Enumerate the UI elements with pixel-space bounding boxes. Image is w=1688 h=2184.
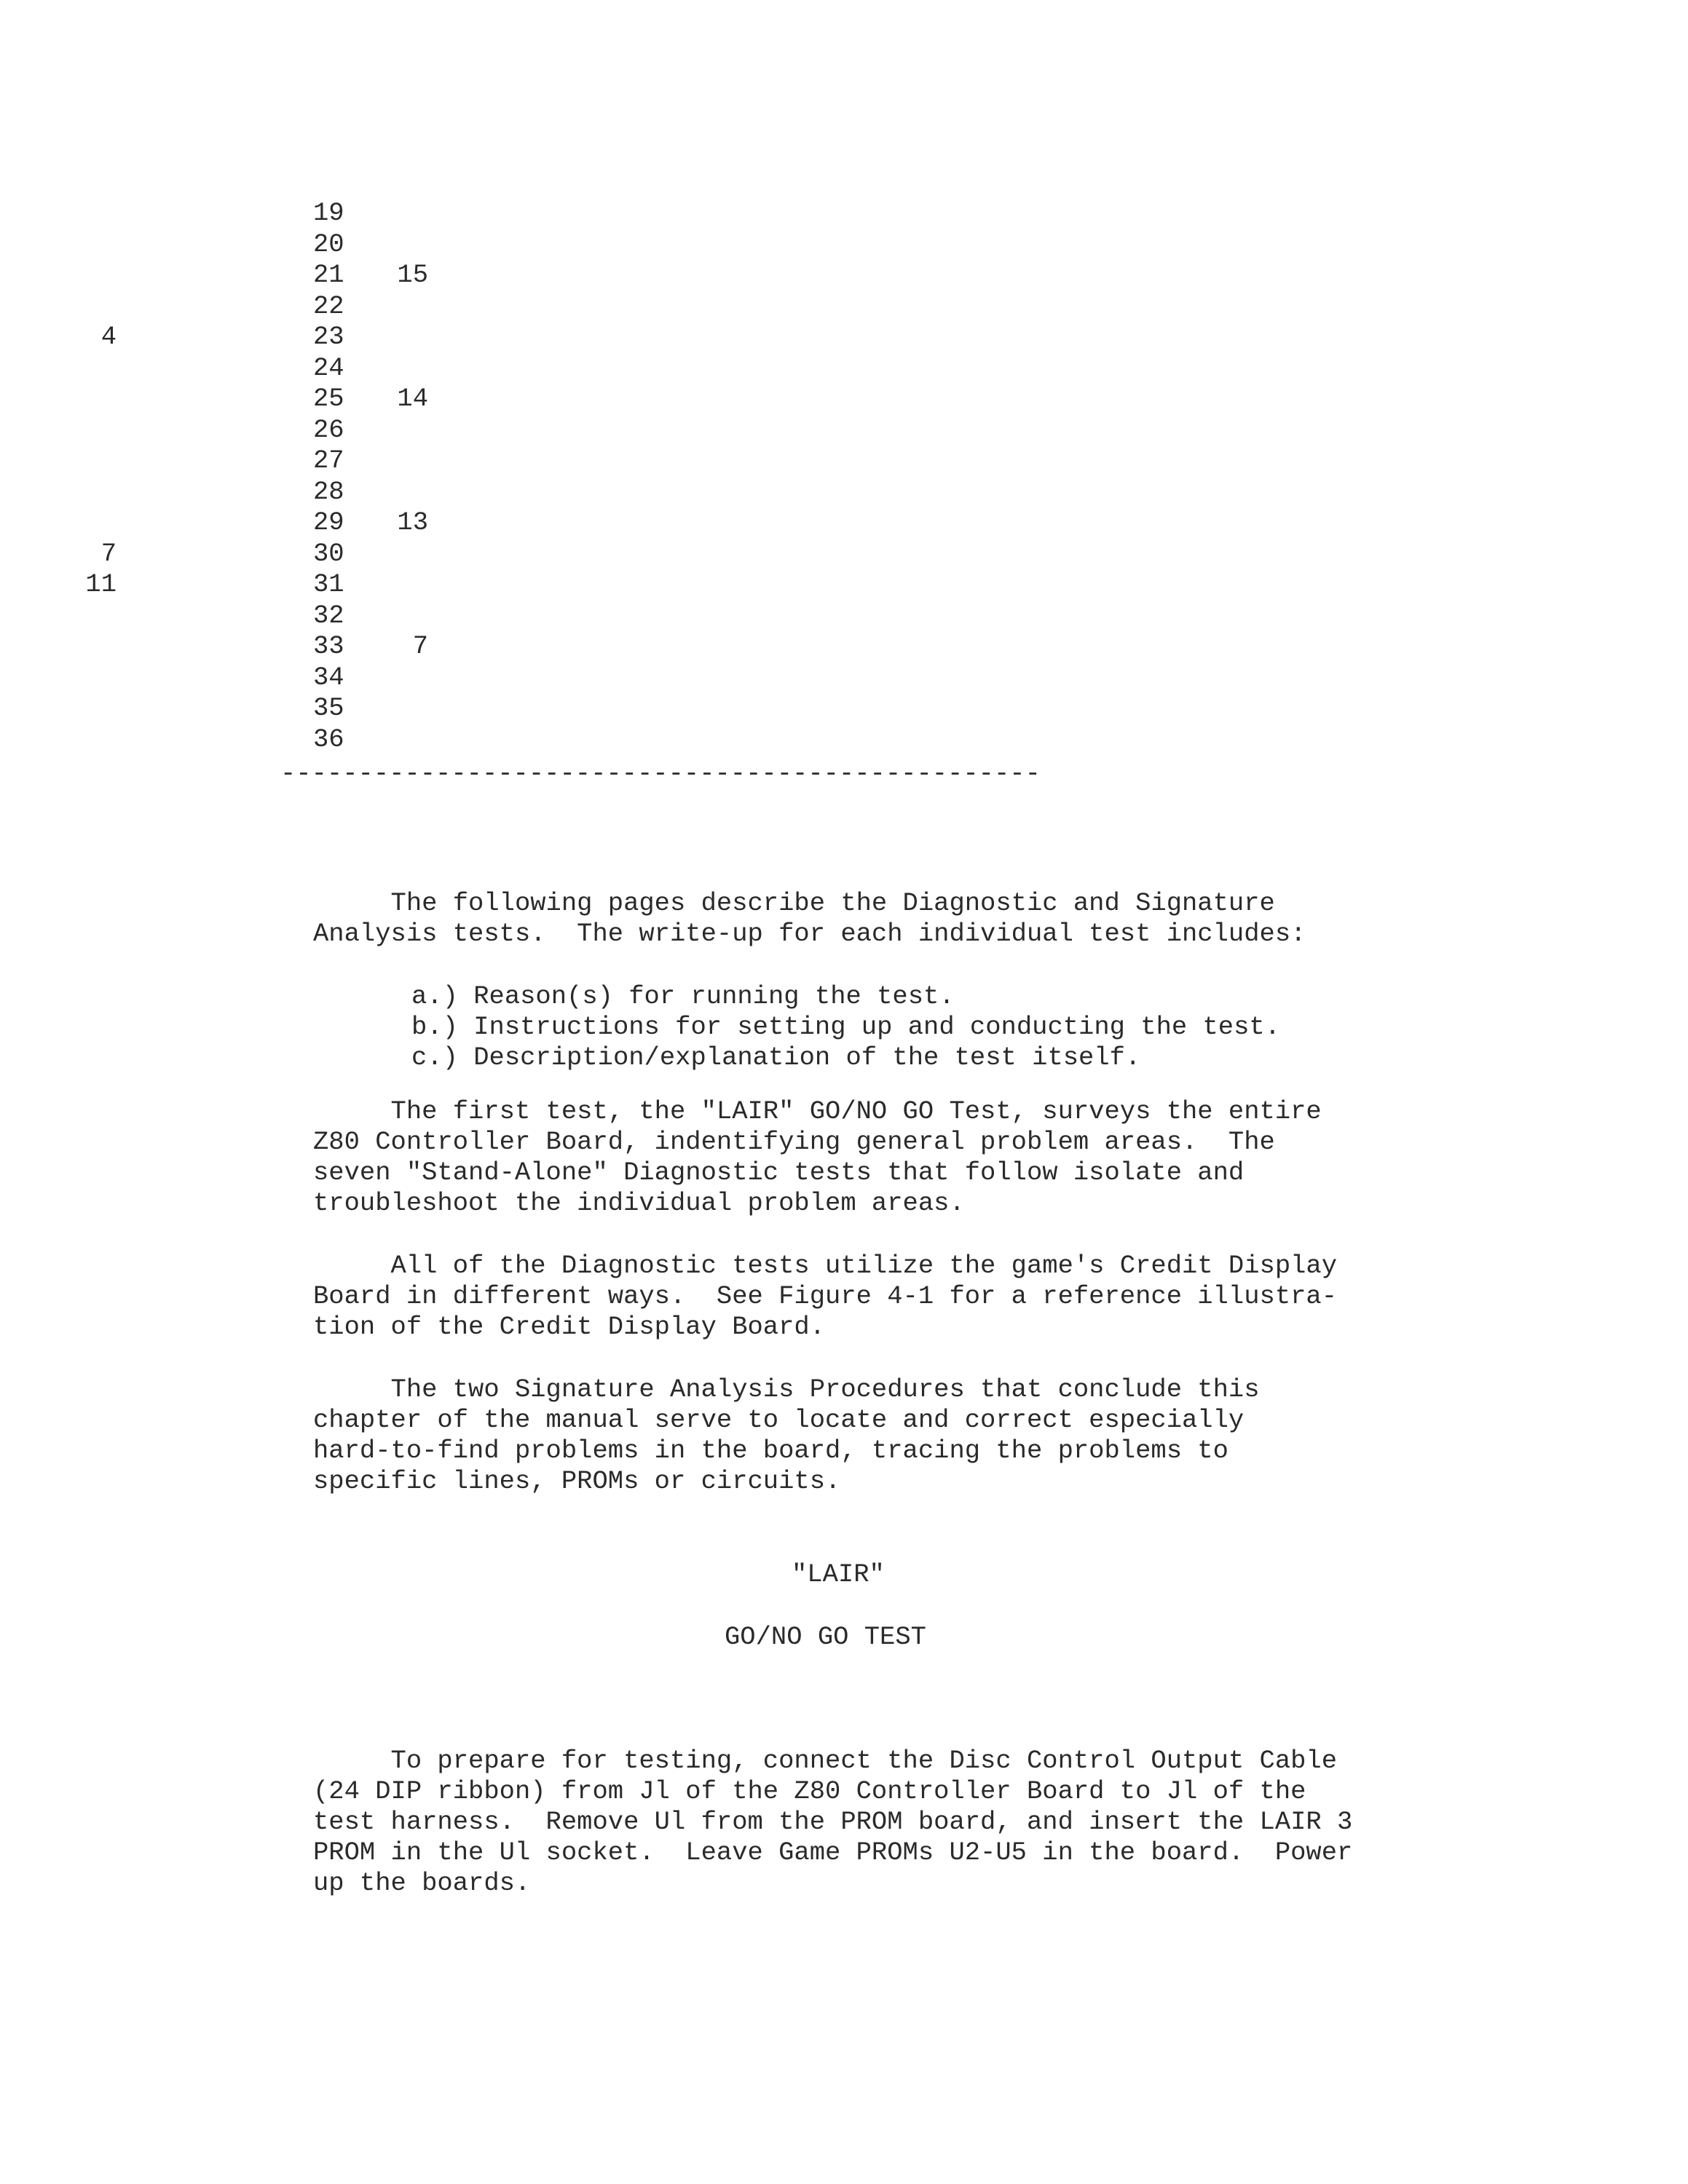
row-number: 26 [313,414,344,445]
text-line: chapter of the manual serve to locate and correct especially [313,1405,1245,1435]
table-row [0,353,1165,384]
text-line: up the boards. [313,1868,531,1898]
text-line: seven "Stand-Alone" Diagnostic tests that follow isolate and [313,1158,1245,1187]
row-number: 35 [313,693,344,723]
list-item: c.) Description/explanation of the test itself. [411,1042,1141,1072]
row-number: 20 [313,229,344,259]
table-row [0,631,1165,662]
column-2-value: 13 [397,507,428,537]
row-number: 32 [313,600,344,630]
table-row [0,322,1165,352]
text-line: PROM in the Ul socket. Leave Game PROMs U2-U5 in the board. Power [313,1837,1353,1867]
row-number: 27 [313,446,344,475]
text-line: The following pages describe the Diagnostic and Signature [313,888,1275,918]
list-item: b.) Instructions for setting up and conducting the test. [411,1012,1280,1042]
column-2-value: 14 [397,384,428,414]
row-number: 19 [313,198,344,228]
column-1-value: 7 [100,538,117,569]
row-number: 33 [313,631,344,661]
column-1-value: 4 [100,322,117,352]
column-1-value: 11 [85,569,117,599]
text-line: To prepare for testing, connect the Disc Control Output Cable [313,1746,1338,1776]
row-number: 24 [313,352,344,383]
column-2-value: 15 [397,260,428,290]
row-number: 36 [313,724,344,754]
text-line: Z80 Controller Board, indentifying general problem areas. The [313,1127,1275,1157]
text-line: troubleshoot the individual problem areas. [313,1188,965,1218]
text-line: (24 DIP ribbon) from Jl of the Z80 Controller Board to Jl of the [313,1776,1306,1806]
row-number: 29 [313,507,344,537]
row-number: 22 [313,290,344,321]
text-line: tion of the Credit Display Board. [313,1312,826,1342]
table-row [0,415,1165,446]
table-row [0,291,1165,322]
text-line: Analysis tests. The write-up for each individual test includes: [313,919,1306,949]
table-row [0,693,1165,724]
text-line: The two Signature Analysis Procedures that conclude this [313,1374,1260,1404]
table-row [0,384,1165,414]
table-row [0,198,1165,229]
text-line: test harness. Remove Ul from the PROM board, and insert the LAIR 3 [313,1807,1353,1837]
table-row [0,477,1165,507]
table-row [0,260,1165,290]
list-item: a.) Reason(s) for running the test. [411,981,955,1011]
table-row [0,724,1165,755]
text-line: All of the Diagnostic tests utilize the game's Credit Display [313,1251,1338,1281]
row-number: 21 [313,260,344,290]
text-line: Board in different ways. See Figure 4-1 for a reference illustra- [313,1281,1338,1311]
section-heading-lair: "LAIR" [792,1559,885,1589]
row-number: 34 [313,662,344,692]
table-rule: ------------------------------------------------- [280,759,1041,788]
signature-analysis-paragraph [313,1374,1260,1497]
preparation-paragraph [313,1746,1352,1899]
text-line: The first test, the "LAIR" GO/NO GO Test, surveys the entire [313,1096,1322,1126]
row-number: 23 [313,322,344,352]
table-row [0,662,1165,693]
table-row [0,229,1165,260]
table-row [0,539,1165,569]
table-row [0,507,1165,538]
table-row [0,569,1165,600]
row-number: 30 [313,538,344,569]
diagnostic-tests-paragraph [313,1251,1337,1342]
table-row [0,446,1165,476]
table-row [0,601,1165,631]
section-heading-go-no-go: GO/NO GO TEST [725,1622,926,1652]
intro-paragraph [313,888,1306,949]
row-number: 28 [313,476,344,507]
text-line: specific lines, PROMs or circuits. [313,1466,841,1496]
text-line: hard-to-find problems in the board, tracing the problems to [313,1436,1228,1465]
first-test-paragraph [313,1096,1322,1219]
test-contents-list [313,981,1280,1073]
column-2-value: 7 [412,631,428,661]
row-number: 31 [313,569,344,599]
row-number: 25 [313,384,344,414]
